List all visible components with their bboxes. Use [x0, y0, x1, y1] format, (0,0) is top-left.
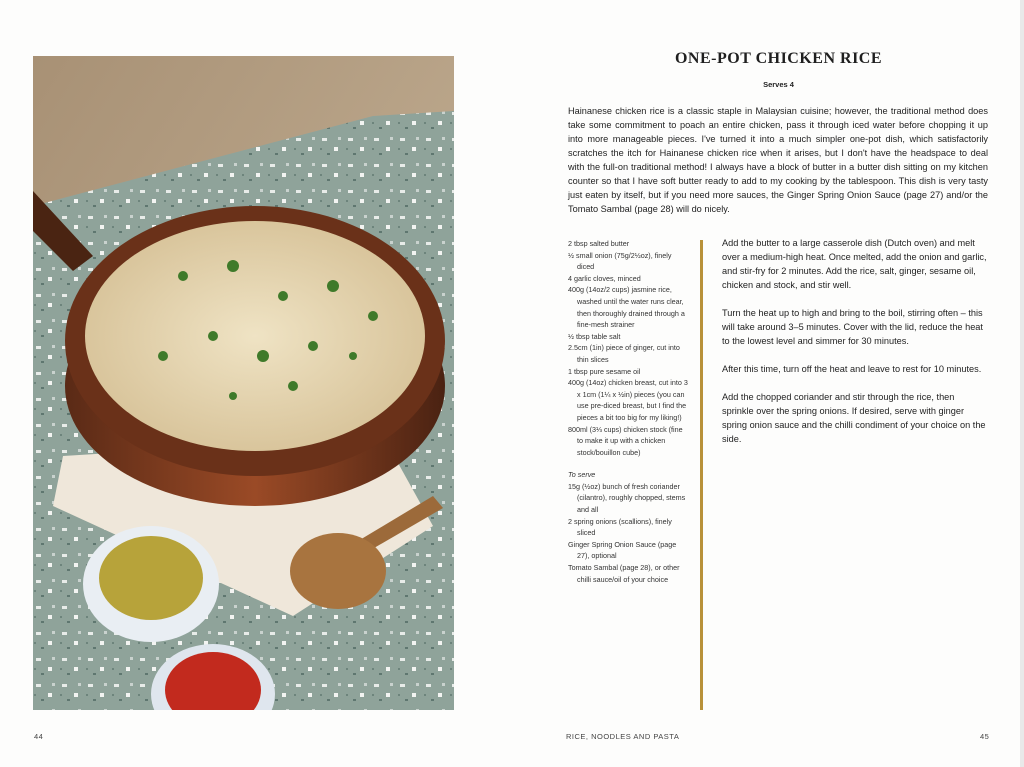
- ingredient-item: ½ small onion (75g/2½oz), finely diced: [568, 250, 672, 272]
- method-steps: [722, 236, 988, 460]
- to-serve-heading: To serve: [568, 470, 596, 480]
- recipe-title: ONE-POT CHICKEN RICE: [674, 50, 883, 67]
- method-step: Turn the heat up to high and bring to the boil, stirring often – this will take around 3–5 minutes. Cover with the lid, reduce the heat to the lowest level and simmer for 30 minutes.: [722, 308, 983, 346]
- to-serve-item: 15g (½oz) bunch of fresh coriander (cilantro), roughly chopped, stems and all: [568, 481, 686, 515]
- ingredient-item: 400g (14oz) chicken breast, cut into 3 x 1cm (1¼ x ½in) pieces (you can use pre-diced breast, but I find the pieces a bit too big for my liking!): [568, 378, 688, 422]
- ingredient-item: 2 tbsp salted butter: [568, 239, 630, 248]
- ingredient-item: ½ tbsp table salt: [568, 331, 621, 341]
- to-serve-item: 2 spring onions (scallions), finely sliced: [568, 516, 672, 538]
- ingredients-list: [568, 238, 688, 585]
- to-serve-item: Tomato Sambal (page 28), or other chilli sauce/oil of your choice: [568, 563, 680, 584]
- column-divider-rule: [700, 240, 703, 710]
- ingredient-item: 4 garlic cloves, minced: [568, 273, 641, 283]
- ingredient-item: 2.5cm (1in) piece of ginger, cut into thin slices: [568, 343, 680, 364]
- section-footer: RICE, NOODLES AND PASTA: [566, 732, 680, 741]
- ingredient-item: 400g (14oz/2 cups) jasmine rice, washed until the water runs clear, then thoroughly drained through a fine-mesh strainer: [568, 285, 685, 330]
- ingredient-item: 1 tbsp pure sesame oil: [568, 366, 641, 376]
- right-page-number: 45: [980, 732, 990, 741]
- method-step: Add the chopped coriander and stir through the rice, then sprinkle over the spring onions. If desired, serve with ginger spring onion sauce and the chilli condiment of your choice on the side.: [722, 392, 986, 444]
- method-step: Add the butter to a large casserole dish (Dutch oven) and melt over a medium-high heat. Once melted, add the onion and garlic, and stir-fry for 2 minutes. Add the rice, salt, ginger, sesame oil, chicken and stock, and stir well.: [722, 238, 987, 290]
- dish-photo-illustration: [33, 56, 454, 710]
- dish-photo: [33, 56, 454, 710]
- method-step: After this time, turn off the heat and leave to rest for 10 minutes.: [722, 364, 982, 374]
- page-edge: [1020, 0, 1024, 767]
- serves-count: Serves 4: [763, 80, 794, 89]
- recipe-intro: Hainanese chicken rice is a classic staple in Malaysian cuisine; however, the traditional method does take some commitment to poach an entire chicken, pass it through iced water before chopping it up into more manageable pieces. I've turned it into a much simpler one-pot dish, which satisfactorily scratches the itch for Hainanese chicken rice when it arises, but I don't have the headspace to deal with the full-on traditional method! I always have a block of butter in a butter dish sitting on my kitchen counter so that I have soft butter ready to add to my cooking by the tablespoon. This dish is very tasty just eaten by itself, but if you need more sauces, the Ginger Spring Onion Sauce (page 27) and/or the Tomato Sambal (page 28) will do nicely.: [568, 106, 988, 214]
- ingredient-item: 800ml (3⅓ cups) chicken stock (fine to make it up with a chicken stock/bouillon cube): [568, 424, 683, 457]
- to-serve-item: Ginger Spring Onion Sauce (page 27), optional: [568, 539, 677, 561]
- left-page-number: 44: [34, 732, 44, 741]
